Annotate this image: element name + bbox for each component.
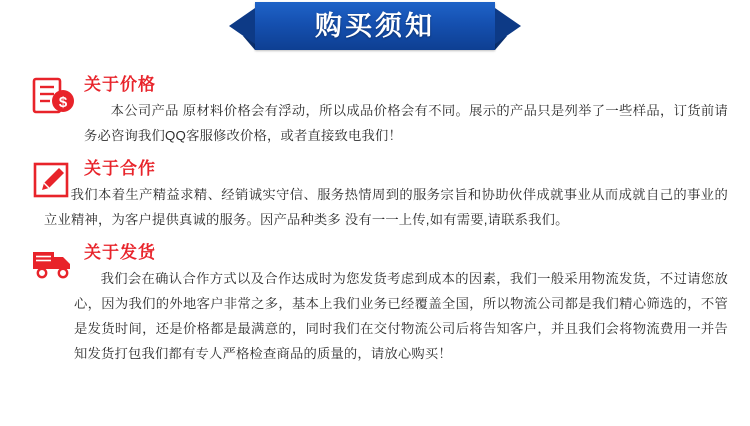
page-title: 购买须知 bbox=[315, 11, 435, 41]
section-body: 本公司产品 原材料价格会有浮动，所以成品价格会有不同。展示的产品只是列举了一些样品，订货前请务必咨询我们QQ客服修改价格，或者直接致电我们！ bbox=[84, 103, 728, 143]
section-body: 我们会在确认合作方式以及合作达成时为您发货考虑到成本的因素，我们一般采用物流发货，不过请您放心，因为我们的外地客户非常之多，基本上我们业务已经覆盖全国，所以物流公司都是我们精心筛选的，不管是发货时间，还是价格都是最满意的，同时我们在交付物流公司后将告知客户，并且我们会将物流费用一并告知发货打包我们都有专人严格检查商品的质量的，请放心购买！ bbox=[74, 271, 728, 361]
section-heading: 关于发货 bbox=[84, 243, 156, 262]
section-body-wrap bbox=[84, 98, 728, 148]
section-cooperation bbox=[22, 158, 728, 232]
delivery-truck-icon bbox=[30, 244, 76, 284]
section-delivery bbox=[22, 242, 728, 366]
svg-text:$: $ bbox=[58, 94, 68, 111]
section-price bbox=[22, 74, 728, 148]
section-heading: 关于合作 bbox=[84, 159, 156, 178]
banner bbox=[0, 0, 750, 60]
notice-content bbox=[0, 60, 750, 366]
pen-edit-icon bbox=[30, 160, 76, 200]
section-body-wrap bbox=[74, 266, 728, 366]
section-body-wrap bbox=[44, 182, 728, 232]
section-heading: 关于价格 bbox=[84, 75, 156, 94]
section-body: 我们本着生产精益求精、经销诚实守信、服务热情周到的服务宗旨和协助伙伴成就事业从而成就自己的事业的立业精神，为客户提供真诚的服务。因产品种类多 没有一一上传,如有需要,请联系我们。 bbox=[44, 187, 728, 227]
price-tag-icon bbox=[30, 76, 76, 116]
